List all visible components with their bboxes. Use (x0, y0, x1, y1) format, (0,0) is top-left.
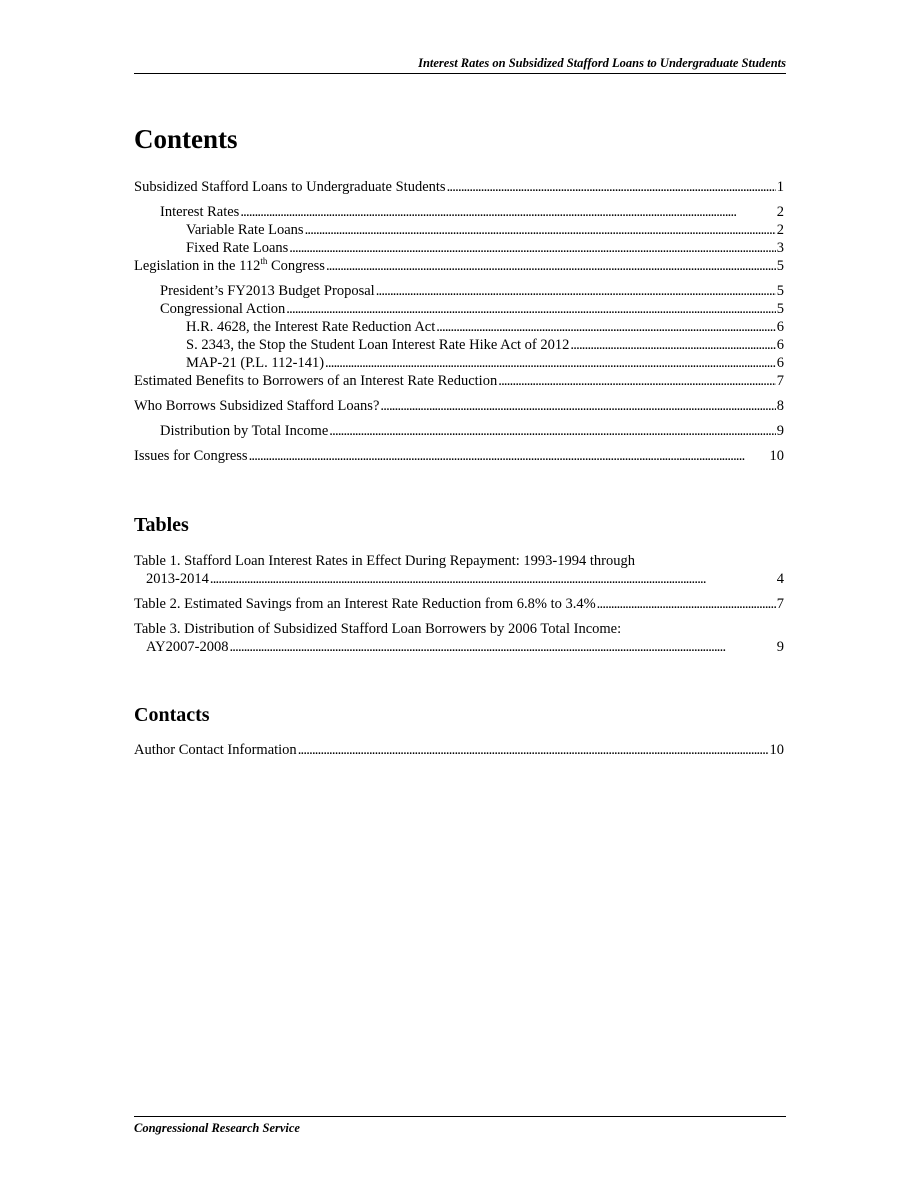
toc-entry[interactable]: H.R. 4628, the Interest Rate Reduction Act . . . 6 (134, 318, 784, 336)
contents-list (134, 178, 784, 465)
page-footer: Congressional Research Service (134, 1116, 786, 1136)
toc-entry[interactable]: Congressional Action . . . 5 (134, 300, 784, 318)
running-header: Interest Rates on Subsidized Stafford Loans to Undergraduate Students (134, 56, 786, 74)
toc-entry[interactable]: Variable Rate Loans . . . 2 (134, 221, 784, 239)
toc-entry[interactable]: President’s FY2013 Budget Proposal . . . 5 (134, 282, 784, 300)
contents-title: Contents (134, 124, 238, 154)
tables-title: Tables (134, 514, 189, 536)
contacts-title: Contacts (134, 704, 210, 726)
toc-entry[interactable]: Table 1. Stafford Loan Interest Rates in Effect During Repayment: 1993-1994 through 2013-2014 . . . 4 (134, 552, 784, 588)
toc-entry[interactable]: Table 3. Distribution of Subsidized Stafford Loan Borrowers by 2006 Total Income: AY2007-2008 . . . 9 (134, 620, 784, 656)
contacts-list (134, 741, 784, 759)
toc-entry[interactable]: Fixed Rate Loans . . . 3 (134, 239, 784, 257)
toc-entry[interactable]: Distribution by Total Income . . . 9 (134, 422, 784, 440)
toc-entry[interactable]: Subsidized Stafford Loans to Undergraduate Students . . . 1 (134, 178, 784, 196)
toc-entry[interactable]: MAP-21 (P.L. 112-141) . . . 6 (134, 354, 784, 372)
tables-list (134, 552, 784, 656)
toc-entry[interactable]: Issues for Congress . . . 10 (134, 447, 784, 465)
toc-entry[interactable]: Interest Rates . . . 2 (134, 203, 784, 221)
toc-entry[interactable]: Who Borrows Subsidized Stafford Loans? . . . 8 (134, 397, 784, 415)
toc-entry[interactable]: Estimated Benefits to Borrowers of an Interest Rate Reduction . . . 7 (134, 372, 784, 390)
toc-entry[interactable]: S. 2343, the Stop the Student Loan Interest Rate Hike Act of 2012 . . . 6 (134, 336, 784, 354)
toc-entry[interactable]: Legislation in the 112th Congress . . . 5 (134, 257, 784, 275)
toc-entry[interactable]: Author Contact Information . . . 10 (134, 741, 784, 759)
toc-entry[interactable]: Table 2. Estimated Savings from an Interest Rate Reduction from 6.8% to 3.4% . . . 7 (134, 595, 784, 613)
